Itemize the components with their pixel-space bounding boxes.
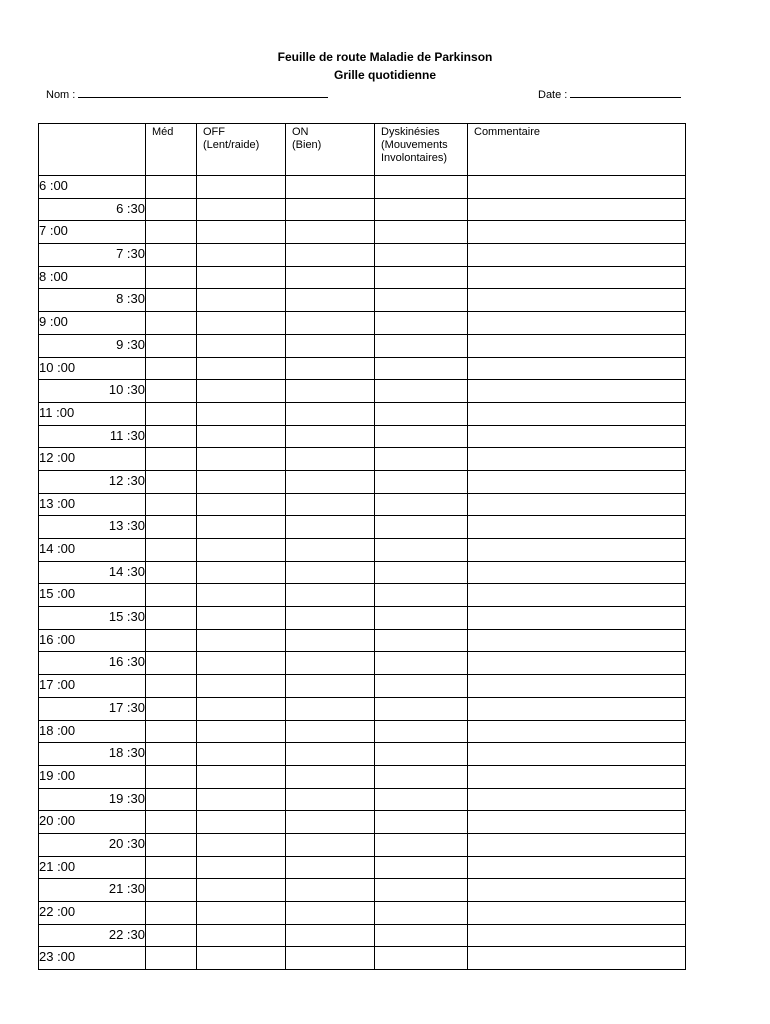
off-cell[interactable] bbox=[197, 811, 286, 834]
table-row bbox=[39, 833, 686, 856]
on-cell[interactable] bbox=[286, 312, 375, 335]
dyskinesias-cell[interactable] bbox=[375, 539, 468, 562]
on-cell[interactable] bbox=[286, 675, 375, 698]
time-cell: 9 :30 bbox=[39, 334, 146, 357]
table-row bbox=[39, 811, 686, 834]
on-cell[interactable] bbox=[286, 266, 375, 289]
comment-cell[interactable] bbox=[468, 470, 686, 493]
on-cell[interactable] bbox=[286, 516, 375, 539]
on-column-header bbox=[286, 124, 375, 176]
comment-cell[interactable] bbox=[468, 947, 686, 970]
comment-cell[interactable] bbox=[468, 516, 686, 539]
on-cell[interactable] bbox=[286, 584, 375, 607]
off-cell[interactable] bbox=[197, 788, 286, 811]
table-row bbox=[39, 629, 686, 652]
time-cell: 7 :00 bbox=[39, 221, 146, 244]
off-cell[interactable] bbox=[197, 879, 286, 902]
off-cell[interactable] bbox=[197, 334, 286, 357]
off-cell[interactable] bbox=[197, 516, 286, 539]
med-cell[interactable] bbox=[146, 380, 197, 403]
comment-cell[interactable] bbox=[468, 493, 686, 516]
dyskinesias-cell[interactable] bbox=[375, 266, 468, 289]
off-cell[interactable] bbox=[197, 833, 286, 856]
dyskinesias-cell[interactable] bbox=[375, 334, 468, 357]
on-cell[interactable] bbox=[286, 924, 375, 947]
table-row bbox=[39, 448, 686, 471]
table-row bbox=[39, 607, 686, 630]
on-cell[interactable] bbox=[286, 493, 375, 516]
comment-cell[interactable] bbox=[468, 788, 686, 811]
dyskinesias-cell[interactable] bbox=[375, 811, 468, 834]
off-cell[interactable] bbox=[197, 266, 286, 289]
nom-field[interactable] bbox=[46, 87, 328, 102]
dyskinesias-cell[interactable] bbox=[375, 493, 468, 516]
dyskinesias-cell[interactable] bbox=[375, 221, 468, 244]
time-cell: 10 :30 bbox=[39, 380, 146, 403]
med-cell[interactable] bbox=[146, 198, 197, 221]
time-cell: 6 :30 bbox=[39, 198, 146, 221]
dyskinesias-column-header bbox=[375, 124, 468, 176]
off-cell[interactable] bbox=[197, 924, 286, 947]
daily-grid-table bbox=[38, 123, 686, 970]
on-cell[interactable] bbox=[286, 221, 375, 244]
time-cell: 8 :00 bbox=[39, 266, 146, 289]
time-cell: 20 :00 bbox=[39, 811, 146, 834]
med-cell[interactable] bbox=[146, 312, 197, 335]
table-row bbox=[39, 675, 686, 698]
off-cell[interactable] bbox=[197, 607, 286, 630]
med-cell[interactable] bbox=[146, 788, 197, 811]
off-cell[interactable] bbox=[197, 312, 286, 335]
on-cell[interactable] bbox=[286, 788, 375, 811]
off-cell[interactable] bbox=[197, 584, 286, 607]
med-cell[interactable] bbox=[146, 811, 197, 834]
time-cell: 17 :00 bbox=[39, 675, 146, 698]
table-row bbox=[39, 652, 686, 675]
off-column-header bbox=[197, 124, 286, 176]
dyskinesias-cell[interactable] bbox=[375, 176, 468, 199]
table-row bbox=[39, 470, 686, 493]
table-row bbox=[39, 720, 686, 743]
off-cell[interactable] bbox=[197, 244, 286, 267]
table-row bbox=[39, 765, 686, 788]
dyskinesias-cell[interactable] bbox=[375, 425, 468, 448]
column-header-line: (Bien) bbox=[292, 139, 322, 151]
table-row bbox=[39, 743, 686, 766]
table-row bbox=[39, 198, 686, 221]
comment-cell[interactable] bbox=[468, 539, 686, 562]
table-row bbox=[39, 425, 686, 448]
med-cell[interactable] bbox=[146, 765, 197, 788]
med-cell[interactable] bbox=[146, 402, 197, 425]
off-cell[interactable] bbox=[197, 493, 286, 516]
comment-cell[interactable] bbox=[468, 448, 686, 471]
comment-cell[interactable] bbox=[468, 924, 686, 947]
comment-cell[interactable] bbox=[468, 833, 686, 856]
off-cell[interactable] bbox=[197, 856, 286, 879]
time-cell: 21 :30 bbox=[39, 879, 146, 902]
med-cell[interactable] bbox=[146, 652, 197, 675]
med-cell[interactable] bbox=[146, 357, 197, 380]
page-subtitle: Grille quotidienne bbox=[333, 68, 436, 82]
date-field[interactable] bbox=[538, 87, 681, 102]
med-cell[interactable] bbox=[146, 856, 197, 879]
table-row bbox=[39, 334, 686, 357]
off-cell[interactable] bbox=[197, 402, 286, 425]
nom-line[interactable] bbox=[78, 87, 328, 98]
on-cell[interactable] bbox=[286, 380, 375, 403]
table-row bbox=[39, 947, 686, 970]
table-row bbox=[39, 289, 686, 312]
table-row bbox=[39, 493, 686, 516]
dyskinesias-cell[interactable] bbox=[375, 470, 468, 493]
off-cell[interactable] bbox=[197, 629, 286, 652]
column-header-line: OFF bbox=[203, 126, 225, 138]
med-cell[interactable] bbox=[146, 425, 197, 448]
time-cell: 9 :00 bbox=[39, 312, 146, 335]
med-cell[interactable] bbox=[146, 176, 197, 199]
med-cell[interactable] bbox=[146, 470, 197, 493]
med-cell[interactable] bbox=[146, 289, 197, 312]
table-row bbox=[39, 312, 686, 335]
med-cell[interactable] bbox=[146, 833, 197, 856]
dyskinesias-cell[interactable] bbox=[375, 244, 468, 267]
on-cell[interactable] bbox=[286, 856, 375, 879]
comment-cell[interactable] bbox=[468, 198, 686, 221]
table-row bbox=[39, 584, 686, 607]
on-cell[interactable] bbox=[286, 357, 375, 380]
comment-cell[interactable] bbox=[468, 629, 686, 652]
dyskinesias-cell[interactable] bbox=[375, 902, 468, 925]
dyskinesias-cell[interactable] bbox=[375, 697, 468, 720]
time-cell: 17 :30 bbox=[39, 697, 146, 720]
page-title: Feuille de route Maladie de Parkinson bbox=[277, 50, 493, 64]
off-cell[interactable] bbox=[197, 198, 286, 221]
on-cell[interactable] bbox=[286, 743, 375, 766]
med-cell[interactable] bbox=[146, 539, 197, 562]
column-header-line: (Mouvements bbox=[381, 139, 448, 151]
comment-cell[interactable] bbox=[468, 697, 686, 720]
table-row bbox=[39, 879, 686, 902]
med-cell[interactable] bbox=[146, 244, 197, 267]
time-cell: 6 :00 bbox=[39, 176, 146, 199]
header-row bbox=[39, 124, 686, 176]
off-cell[interactable] bbox=[197, 425, 286, 448]
dyskinesias-cell[interactable] bbox=[375, 924, 468, 947]
time-cell: 13 :00 bbox=[39, 493, 146, 516]
table-row bbox=[39, 221, 686, 244]
dyskinesias-cell[interactable] bbox=[375, 448, 468, 471]
dyskinesias-cell[interactable] bbox=[375, 652, 468, 675]
off-cell[interactable] bbox=[197, 221, 286, 244]
dyskinesias-cell[interactable] bbox=[375, 561, 468, 584]
comment-cell[interactable] bbox=[468, 720, 686, 743]
off-cell[interactable] bbox=[197, 539, 286, 562]
dyskinesias-cell[interactable] bbox=[375, 675, 468, 698]
comment-cell[interactable] bbox=[468, 743, 686, 766]
column-header-line: (Lent/raide) bbox=[203, 139, 260, 151]
comment-cell[interactable] bbox=[468, 289, 686, 312]
on-cell[interactable] bbox=[286, 811, 375, 834]
med-cell[interactable] bbox=[146, 697, 197, 720]
time-cell: 16 :30 bbox=[39, 652, 146, 675]
comment-cell[interactable] bbox=[468, 357, 686, 380]
on-cell[interactable] bbox=[286, 539, 375, 562]
on-cell[interactable] bbox=[286, 720, 375, 743]
on-cell[interactable] bbox=[286, 470, 375, 493]
on-cell[interactable] bbox=[286, 629, 375, 652]
off-cell[interactable] bbox=[197, 902, 286, 925]
off-cell[interactable] bbox=[197, 947, 286, 970]
med-cell[interactable] bbox=[146, 902, 197, 925]
on-cell[interactable] bbox=[286, 902, 375, 925]
time-cell: 16 :00 bbox=[39, 629, 146, 652]
time-cell: 22 :00 bbox=[39, 902, 146, 925]
med-cell[interactable] bbox=[146, 743, 197, 766]
off-cell[interactable] bbox=[197, 380, 286, 403]
dyskinesias-cell[interactable] bbox=[375, 312, 468, 335]
comment-cell[interactable] bbox=[468, 312, 686, 335]
on-cell[interactable] bbox=[286, 879, 375, 902]
time-cell: 15 :30 bbox=[39, 607, 146, 630]
comment-cell[interactable] bbox=[468, 652, 686, 675]
table-row bbox=[39, 380, 686, 403]
time-cell: 22 :30 bbox=[39, 924, 146, 947]
comment-column-header bbox=[468, 124, 686, 176]
table-row bbox=[39, 788, 686, 811]
off-cell[interactable] bbox=[197, 448, 286, 471]
comment-cell[interactable] bbox=[468, 879, 686, 902]
time-cell: 23 :00 bbox=[39, 947, 146, 970]
med-cell[interactable] bbox=[146, 561, 197, 584]
table-row bbox=[39, 357, 686, 380]
table-row bbox=[39, 856, 686, 879]
comment-cell[interactable] bbox=[468, 380, 686, 403]
time-cell: 20 :30 bbox=[39, 833, 146, 856]
table-row bbox=[39, 516, 686, 539]
dyskinesias-cell[interactable] bbox=[375, 788, 468, 811]
table-row bbox=[39, 561, 686, 584]
comment-cell[interactable] bbox=[468, 221, 686, 244]
time-cell: 12 :30 bbox=[39, 470, 146, 493]
off-cell[interactable] bbox=[197, 289, 286, 312]
dyskinesias-cell[interactable] bbox=[375, 720, 468, 743]
comment-cell[interactable] bbox=[468, 402, 686, 425]
comment-cell[interactable] bbox=[468, 902, 686, 925]
med-cell[interactable] bbox=[146, 629, 197, 652]
comment-cell[interactable] bbox=[468, 811, 686, 834]
on-cell[interactable] bbox=[286, 198, 375, 221]
dyskinesias-cell[interactable] bbox=[375, 856, 468, 879]
comment-cell[interactable] bbox=[468, 607, 686, 630]
med-cell[interactable] bbox=[146, 266, 197, 289]
comment-cell[interactable] bbox=[468, 334, 686, 357]
dyskinesias-cell[interactable] bbox=[375, 516, 468, 539]
comment-cell[interactable] bbox=[468, 244, 686, 267]
dyskinesias-cell[interactable] bbox=[375, 833, 468, 856]
table-row bbox=[39, 402, 686, 425]
time-cell: 11 :30 bbox=[39, 425, 146, 448]
comment-cell[interactable] bbox=[468, 176, 686, 199]
time-cell: 19 :00 bbox=[39, 765, 146, 788]
med-cell[interactable] bbox=[146, 221, 197, 244]
table-row bbox=[39, 176, 686, 199]
on-cell[interactable] bbox=[286, 947, 375, 970]
grid-body bbox=[39, 176, 686, 970]
time-cell: 13 :30 bbox=[39, 516, 146, 539]
column-header-line: ON bbox=[292, 126, 309, 138]
comment-cell[interactable] bbox=[468, 765, 686, 788]
time-cell: 12 :00 bbox=[39, 448, 146, 471]
med-cell[interactable] bbox=[146, 448, 197, 471]
dyskinesias-cell[interactable] bbox=[375, 743, 468, 766]
off-cell[interactable] bbox=[197, 675, 286, 698]
dyskinesias-cell[interactable] bbox=[375, 198, 468, 221]
off-cell[interactable] bbox=[197, 176, 286, 199]
med-cell[interactable] bbox=[146, 334, 197, 357]
on-cell[interactable] bbox=[286, 244, 375, 267]
dyskinesias-cell[interactable] bbox=[375, 607, 468, 630]
on-cell[interactable] bbox=[286, 425, 375, 448]
med-cell[interactable] bbox=[146, 720, 197, 743]
time-cell: 18 :30 bbox=[39, 743, 146, 766]
med-cell[interactable] bbox=[146, 675, 197, 698]
time-cell: 15 :00 bbox=[39, 584, 146, 607]
dyskinesias-cell[interactable] bbox=[375, 380, 468, 403]
dyskinesias-cell[interactable] bbox=[375, 289, 468, 312]
title-block bbox=[0, 48, 770, 84]
table-row bbox=[39, 924, 686, 947]
time-cell: 11 :00 bbox=[39, 402, 146, 425]
on-cell[interactable] bbox=[286, 176, 375, 199]
comment-cell[interactable] bbox=[468, 584, 686, 607]
on-cell[interactable] bbox=[286, 561, 375, 584]
comment-cell[interactable] bbox=[468, 425, 686, 448]
dyskinesias-cell[interactable] bbox=[375, 765, 468, 788]
on-cell[interactable] bbox=[286, 402, 375, 425]
time-cell: 7 :30 bbox=[39, 244, 146, 267]
on-cell[interactable] bbox=[286, 607, 375, 630]
table-row bbox=[39, 539, 686, 562]
med-column-header bbox=[146, 124, 197, 176]
nom-label: Nom : bbox=[46, 89, 76, 101]
time-cell: 14 :30 bbox=[39, 561, 146, 584]
on-cell[interactable] bbox=[286, 833, 375, 856]
off-cell[interactable] bbox=[197, 561, 286, 584]
column-header-line: Involontaires) bbox=[381, 152, 448, 164]
date-line[interactable] bbox=[570, 87, 681, 98]
on-cell[interactable] bbox=[286, 765, 375, 788]
dyskinesias-cell[interactable] bbox=[375, 584, 468, 607]
time-cell: 8 :30 bbox=[39, 289, 146, 312]
dyskinesias-cell[interactable] bbox=[375, 357, 468, 380]
time-cell: 18 :00 bbox=[39, 720, 146, 743]
med-cell[interactable] bbox=[146, 607, 197, 630]
med-cell[interactable] bbox=[146, 924, 197, 947]
off-cell[interactable] bbox=[197, 743, 286, 766]
off-cell[interactable] bbox=[197, 652, 286, 675]
time-cell: 19 :30 bbox=[39, 788, 146, 811]
med-cell[interactable] bbox=[146, 493, 197, 516]
off-cell[interactable] bbox=[197, 697, 286, 720]
time-column-header bbox=[39, 124, 146, 176]
time-cell: 14 :00 bbox=[39, 539, 146, 562]
time-cell: 10 :00 bbox=[39, 357, 146, 380]
on-cell[interactable] bbox=[286, 334, 375, 357]
comment-cell[interactable] bbox=[468, 675, 686, 698]
on-cell[interactable] bbox=[286, 289, 375, 312]
dyskinesias-cell[interactable] bbox=[375, 879, 468, 902]
column-header-line: Dyskinésies bbox=[381, 126, 440, 138]
dyskinesias-cell[interactable] bbox=[375, 402, 468, 425]
off-cell[interactable] bbox=[197, 765, 286, 788]
on-cell[interactable] bbox=[286, 697, 375, 720]
dyskinesias-cell[interactable] bbox=[375, 947, 468, 970]
comment-cell[interactable] bbox=[468, 856, 686, 879]
off-cell[interactable] bbox=[197, 357, 286, 380]
off-cell[interactable] bbox=[197, 470, 286, 493]
table-row bbox=[39, 244, 686, 267]
time-cell: 21 :00 bbox=[39, 856, 146, 879]
med-cell[interactable] bbox=[146, 584, 197, 607]
table-row bbox=[39, 902, 686, 925]
table-row bbox=[39, 266, 686, 289]
column-header-line: Commentaire bbox=[474, 126, 541, 138]
on-cell[interactable] bbox=[286, 448, 375, 471]
med-cell[interactable] bbox=[146, 947, 197, 970]
on-cell[interactable] bbox=[286, 652, 375, 675]
dyskinesias-cell[interactable] bbox=[375, 629, 468, 652]
table-row bbox=[39, 697, 686, 720]
comment-cell[interactable] bbox=[468, 266, 686, 289]
off-cell[interactable] bbox=[197, 720, 286, 743]
column-header-line: Méd bbox=[152, 126, 174, 138]
med-cell[interactable] bbox=[146, 516, 197, 539]
med-cell[interactable] bbox=[146, 879, 197, 902]
date-label: Date : bbox=[538, 89, 568, 101]
comment-cell[interactable] bbox=[468, 561, 686, 584]
